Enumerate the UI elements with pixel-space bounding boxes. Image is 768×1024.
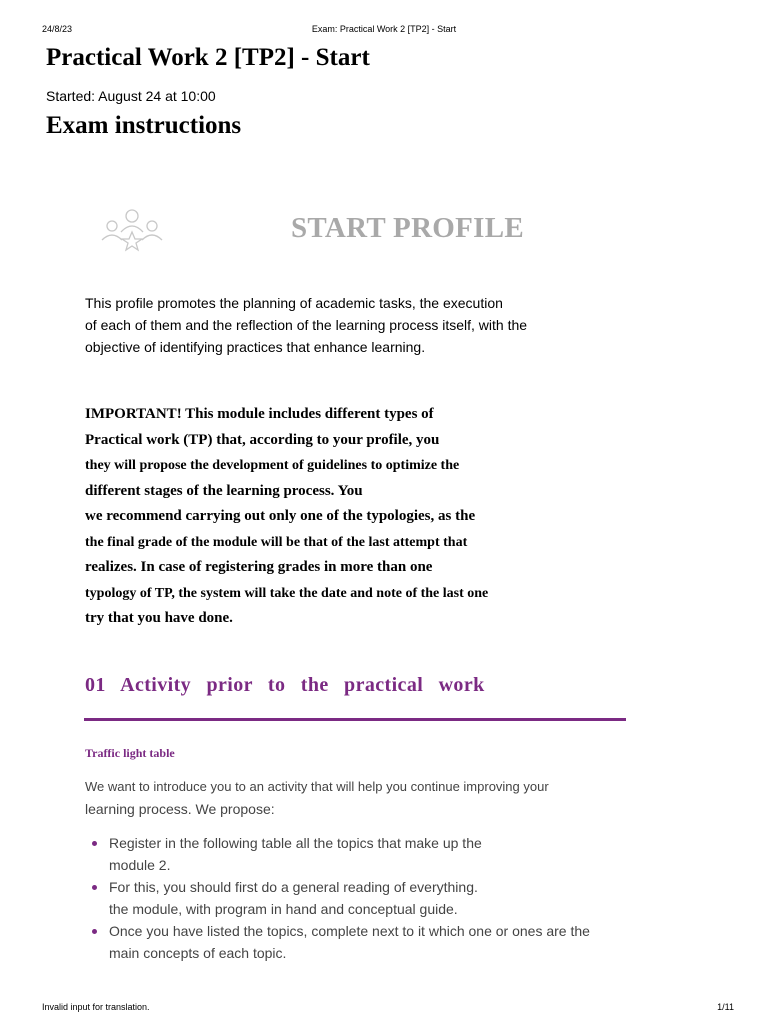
section-divider	[84, 718, 626, 721]
section-heading: 01 Activity prior to the practical work	[85, 674, 485, 696]
section-paragraph	[85, 776, 645, 820]
list-item-line: module 2.	[109, 857, 171, 873]
important-line: we recommend carrying out only one of the typologies, as the	[85, 508, 476, 524]
list-item-line: the module, with program in hand and conceptual guide.	[109, 901, 458, 917]
intro-line: of each of them and the reflection of the learning process itself, with the	[85, 317, 528, 333]
instruction-list	[85, 832, 645, 964]
bullet-icon	[92, 929, 97, 934]
start-profile-title: START PROFILE	[291, 212, 525, 244]
important-line: realizes. In case of registering grades in more than one	[85, 559, 433, 575]
important-line: Practical work (TP) that, according to your profile, you	[85, 431, 440, 448]
print-header-date: 24/8/23	[42, 24, 73, 34]
list-item	[85, 832, 645, 876]
list-item-line: Register in the following table all the topics that make up the	[109, 835, 482, 851]
started-timestamp: Started: August 24 at 10:00	[46, 88, 216, 104]
intro-line: objective of identifying practices that enhance learning.	[85, 339, 426, 355]
print-footer-note: Invalid input for translation.	[42, 1002, 150, 1012]
page-number: 1/11	[717, 1002, 734, 1012]
list-item-line: Once you have listed the topics, complete next to it which one or ones are the	[109, 923, 590, 939]
important-line: IMPORTANT! This module includes different types of	[85, 406, 434, 422]
bullet-icon	[92, 841, 97, 846]
paragraph-line: learning process. We propose:	[85, 801, 275, 817]
list-item	[85, 876, 645, 920]
print-header-title: Exam: Practical Work 2 [TP2] - Start	[311, 24, 457, 34]
intro-line: This profile promotes the planning of academic tasks, the execution	[85, 295, 503, 311]
paragraph-line: We want to introduce you to an activity that will help you continue improving your	[85, 779, 549, 794]
traffic-light-subheading: Traffic light table	[85, 746, 175, 760]
important-line: typology of TP, the system will take the date and note of the last one	[85, 585, 489, 601]
important-line: the final grade of the module will be that of the last attempt that	[85, 534, 468, 550]
exam-instructions-heading: Exam instructions	[46, 112, 242, 139]
page-title: Practical Work 2 [TP2] - Start	[46, 44, 370, 71]
list-item-line: main concepts of each topic.	[109, 945, 287, 961]
important-notice	[85, 402, 645, 632]
bullet-icon	[92, 885, 97, 890]
list-item-line: For this, you should first do a general reading of everything.	[109, 879, 478, 895]
important-line: different stages of the learning process. You	[85, 482, 363, 499]
user-group-icon	[96, 206, 168, 254]
list-item	[85, 920, 645, 964]
intro-paragraph	[85, 292, 605, 358]
important-line: try that you have done.	[85, 610, 233, 626]
important-line: they will propose the development of guidelines to optimize the	[85, 458, 460, 473]
